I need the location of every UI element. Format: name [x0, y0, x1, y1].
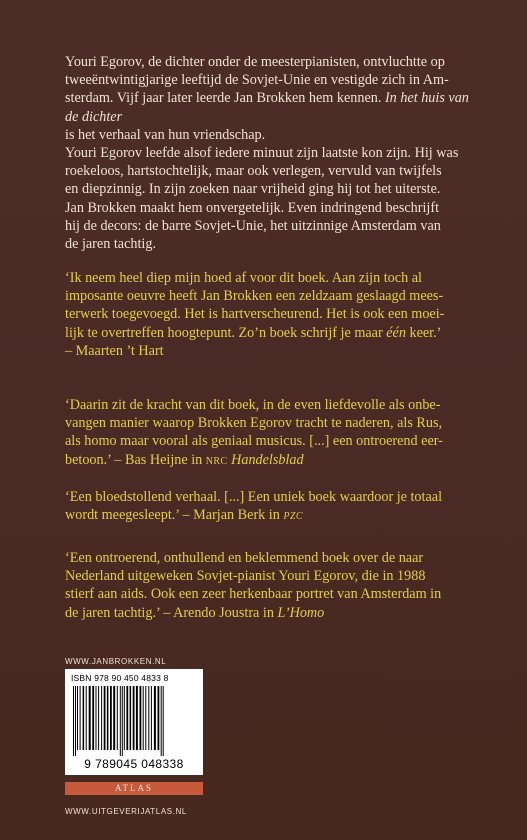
- barcode-bar: [83, 686, 85, 750]
- barcode-bar: [133, 686, 135, 750]
- barcode-bar: [136, 686, 138, 750]
- barcode-digits: 9 789045 048338: [84, 757, 184, 771]
- barcode-bar: [161, 686, 162, 756]
- barcode-bar: [130, 686, 132, 750]
- barcode-bar: [89, 686, 91, 750]
- quote-line: stierf aan aids. Ook een zeer herkenbaar portret van Amsterdam in: [65, 586, 442, 603]
- blurb-line: is het verhaal van hun vriendschap.: [65, 126, 266, 143]
- blurb-line: sterdam. Vijf jaar later leerde Jan Brokken hem kennen.: [65, 90, 382, 107]
- quote-line: imposante oeuvre heeft Jan Brokken een zeldzaam geslaagd mees-: [65, 288, 444, 305]
- barcode-bar: [122, 686, 123, 756]
- blurb-line: de jaren tachtig.: [65, 236, 156, 253]
- quote-line: vangen manier waarop Brokken Egorov tracht te naderen, als Rus,: [65, 415, 443, 432]
- barcode-bar: [140, 686, 142, 750]
- blurb-line: en diepzinnig. In zijn zoeken naar vrijheid ging hij tot het uiterste.: [65, 181, 441, 198]
- quote-attribution: betoon.’ – Bas Heijne in: [65, 451, 203, 468]
- magazine-name: L’Homo: [277, 604, 325, 621]
- quote-attribution: – Maarten ’t Hart: [65, 342, 164, 359]
- barcode-box: [65, 669, 203, 775]
- blurb-line: hij de decors: de barre Sovjet-Unie, het uitzinnige Amsterdam van: [65, 217, 441, 234]
- quote-line: keer.’: [409, 324, 442, 341]
- barcode-bar: [117, 686, 118, 750]
- quote-line: ‘Een bloedstollend verhaal. [...] Een uniek boek waardoor je totaal: [65, 489, 443, 505]
- barcode-bar: [98, 686, 99, 750]
- quote-line: als homo maar vooral als geniaal musicus. [...] een ontroerend eer-: [65, 433, 443, 450]
- barcode-bar: [110, 686, 112, 750]
- review-quote-berk: [65, 488, 485, 524]
- barcode-bar: [96, 686, 97, 750]
- barcode-bar: [145, 686, 146, 750]
- barcode-bar: [148, 686, 149, 750]
- isbn-label: ISBN 978 90 450 4833 8: [71, 673, 169, 683]
- newspaper-name: Handelsblad: [231, 451, 304, 468]
- newspaper-abbrev: nrc: [205, 451, 228, 468]
- quote-line: ‘Daarin zit de kracht van dit boek, in de even liefdevolle als onbe-: [65, 397, 441, 413]
- newspaper-abbrev: pzc: [283, 507, 303, 524]
- quote-emphasis: één: [386, 324, 406, 341]
- blurb-line: roekeloos, hartstochtelijk, maar ook verlegen, vervuld van twijfels: [65, 163, 442, 180]
- barcode-bar: [75, 686, 76, 756]
- barcode-bar: [101, 686, 102, 750]
- blurb-line: Youri Egorov, de dichter onder de meesterpianisten, ontvluchtte op: [65, 54, 445, 70]
- barcode-bar: [154, 686, 156, 750]
- barcode-bar: [92, 686, 94, 750]
- barcode-bar: [107, 686, 109, 750]
- quote-line: terwerk toegevoegd. Het is hartverscheurend. Het is ook een moei-: [65, 306, 445, 323]
- cover-blurb: [65, 53, 485, 253]
- quote-attribution: de jaren tachtig.’ – Arendo Joustra in: [65, 604, 274, 621]
- barcode-bar: [163, 686, 164, 756]
- barcode-bar: [126, 686, 128, 750]
- blurb-line: Youri Egorov leefde alsof iedere minuut zijn laatste kon zijn. Hij was: [65, 145, 459, 162]
- barcode-bar: [143, 686, 144, 750]
- review-quote-heijne: [65, 396, 485, 469]
- book-title-italic: In het huis van de dichter: [65, 90, 469, 125]
- barcode-bar: [120, 686, 121, 756]
- barcode-bar: [113, 686, 115, 750]
- barcode-bar: [124, 686, 125, 750]
- barcode-bar: [73, 686, 74, 756]
- publisher-website: WWW.UITGEVERIJATLAS.NL: [65, 807, 187, 816]
- barcode-bar: [80, 686, 81, 750]
- review-quote-joustra: [65, 549, 485, 622]
- quote-line: ‘Een ontroerend, onthullend en beklemmend boek over de naar: [65, 550, 424, 566]
- quote-line: lijk te overtreffen hoogtepunt. Zo’n boek schrijf je maar: [65, 324, 383, 341]
- barcode-image: [71, 686, 197, 756]
- barcode-bar: [77, 686, 78, 750]
- barcode-bar: [151, 686, 152, 750]
- quote-attribution: wordt meegesleept.’ – Marjan Berk in: [65, 507, 280, 524]
- publisher-logo: ATLAS: [65, 782, 203, 795]
- author-website: WWW.JANBROKKEN.NL: [65, 657, 167, 666]
- quote-line: ‘Ik neem heel diep mijn hoed af voor dit boek. Aan zijn toch al: [65, 270, 422, 286]
- blurb-line: tweeëntwintigjarige leeftijd de Sovjet-Unie en vestigde zich in Am-: [65, 72, 449, 89]
- blurb-paragraph-2: [65, 144, 485, 253]
- barcode-bar: [104, 686, 106, 750]
- barcode-bar: [158, 686, 160, 750]
- quote-line: Nederland uitgeweken Sovjet-pianist Youri Egorov, die in 1988: [65, 568, 426, 585]
- blurb-paragraph-1: [65, 53, 485, 144]
- barcode-bar: [86, 686, 87, 750]
- review-quote-hart: [65, 269, 485, 360]
- blurb-line: Jan Brokken maakt hem onvergetelijk. Even indringend beschrijft: [65, 199, 440, 216]
